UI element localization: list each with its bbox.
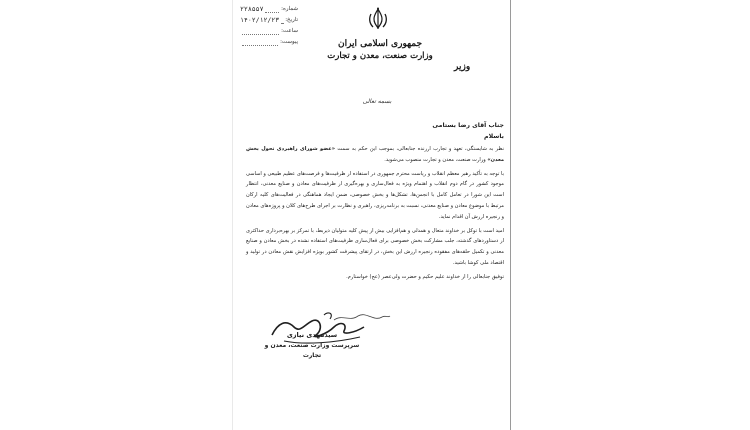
meta-time-row bbox=[240, 26, 298, 37]
iran-emblem-icon bbox=[365, 6, 391, 32]
meta-time-label: ساعت: bbox=[281, 28, 298, 34]
signatory-title: سرپرست وزارت صنعت، معدن و تجارت bbox=[264, 342, 360, 359]
recipient: جناب آقای رضا بستامی bbox=[432, 122, 504, 129]
letter-edge bbox=[510, 0, 511, 430]
meta-date-row bbox=[240, 15, 298, 26]
paragraph-closing: توفیق جنابعالی را از خداوند علیم حکیم و حضرت ولی‌عصر (عج) خواستارم. bbox=[346, 273, 504, 280]
meta-line bbox=[281, 23, 283, 24]
paragraph-appointment-tail: وزارت صنعت، معدن و تجارت منصوب می‌شوید. bbox=[384, 156, 488, 163]
paragraph-appointment bbox=[246, 144, 504, 166]
minister-title: وزیر bbox=[454, 62, 471, 72]
bismillah: بسمه تعالی bbox=[362, 98, 392, 105]
official-letter bbox=[232, 0, 511, 430]
signatory-name: سیدمهدی نیازی bbox=[286, 331, 338, 339]
meta-number-row bbox=[240, 4, 298, 15]
paragraph-hope: امید است با توکل بر خداوند متعال و همدلی و هم‌افزایی بیش از پیش کلیه متولیان ذیربط، با تمرکز بر بهره‌برداری حداکثری از دستاوردهای گذشته، جلب مشارکت بخش خصوصی برای فعال‌سازی ظرفیت‌های استفاده نشده در بخش معادن و صنایع معدنی و تکمیل حلقه‌های مفقوده زنجیره ارزش این بخش، در ارتقای پیشرفت کشور بویژه افزایش نقش معادن در تولید و اقتصاد ملی کوشا باشید. bbox=[246, 227, 504, 266]
meta-number-label: شماره: bbox=[281, 6, 298, 12]
paragraph-mandate: با توجه به تأکید رهبر معظم انقلاب و ریاست محترم جمهوری در استفاده از ظرفیت‌ها و فرصت‌های عظیم طبیعی و اساسی موجود کشور در گام دوم انقلاب و اهتمام ویژه به فعال‌سازی و بهره‌گیری از ظرفیت‌های معادن و صنایع معدنی، انتظار است این شورا در تعامل کامل با انجمن‌ها، تشکل‌ها و بخش خصوصی، ضمن ایجاد هماهنگی در فعالیت‌های کلیه ارکان مرتبط با موضوع معادن و صنایع معدنی، نسبت به برنامه‌ریزی، راهبری و نظارت بر اجرای طرح‌های کلان و پروژه‌های معادن و زنجیره ارزش آن اقدام نماید. bbox=[246, 170, 504, 220]
appointment-position: «عضو شورای راهبردی تحول بخش معدن» bbox=[246, 146, 504, 163]
country-name: جمهوری اسلامی ایران bbox=[337, 39, 423, 49]
paragraph-appointment-text: نظر به شایستگی، تعهد و تجارب ارزنده جنابعالی، بموجب این حکم به سمت bbox=[337, 146, 504, 152]
meta-date-label: تاریخ: bbox=[285, 17, 298, 23]
background-left bbox=[0, 0, 232, 430]
meta-attachment-row bbox=[240, 37, 298, 48]
letter-meta bbox=[240, 4, 298, 48]
meta-line bbox=[242, 34, 279, 35]
meta-attachment-label: پیوست: bbox=[280, 39, 298, 45]
meta-number-value: ۲۲۸۵۵۷ bbox=[240, 5, 264, 13]
meta-line bbox=[265, 12, 279, 13]
meta-date-value: ۱۴۰۲/۱۲/۲۳ bbox=[240, 16, 280, 24]
letter-edge bbox=[232, 0, 233, 430]
letterhead bbox=[324, 38, 436, 62]
stamp-scribble-icon bbox=[332, 312, 392, 324]
letter-body bbox=[246, 120, 504, 286]
ministry-name: وزارت صنعت، معدن و تجارت bbox=[327, 51, 433, 61]
greeting: باسلام bbox=[484, 133, 504, 140]
meta-line bbox=[242, 45, 278, 46]
